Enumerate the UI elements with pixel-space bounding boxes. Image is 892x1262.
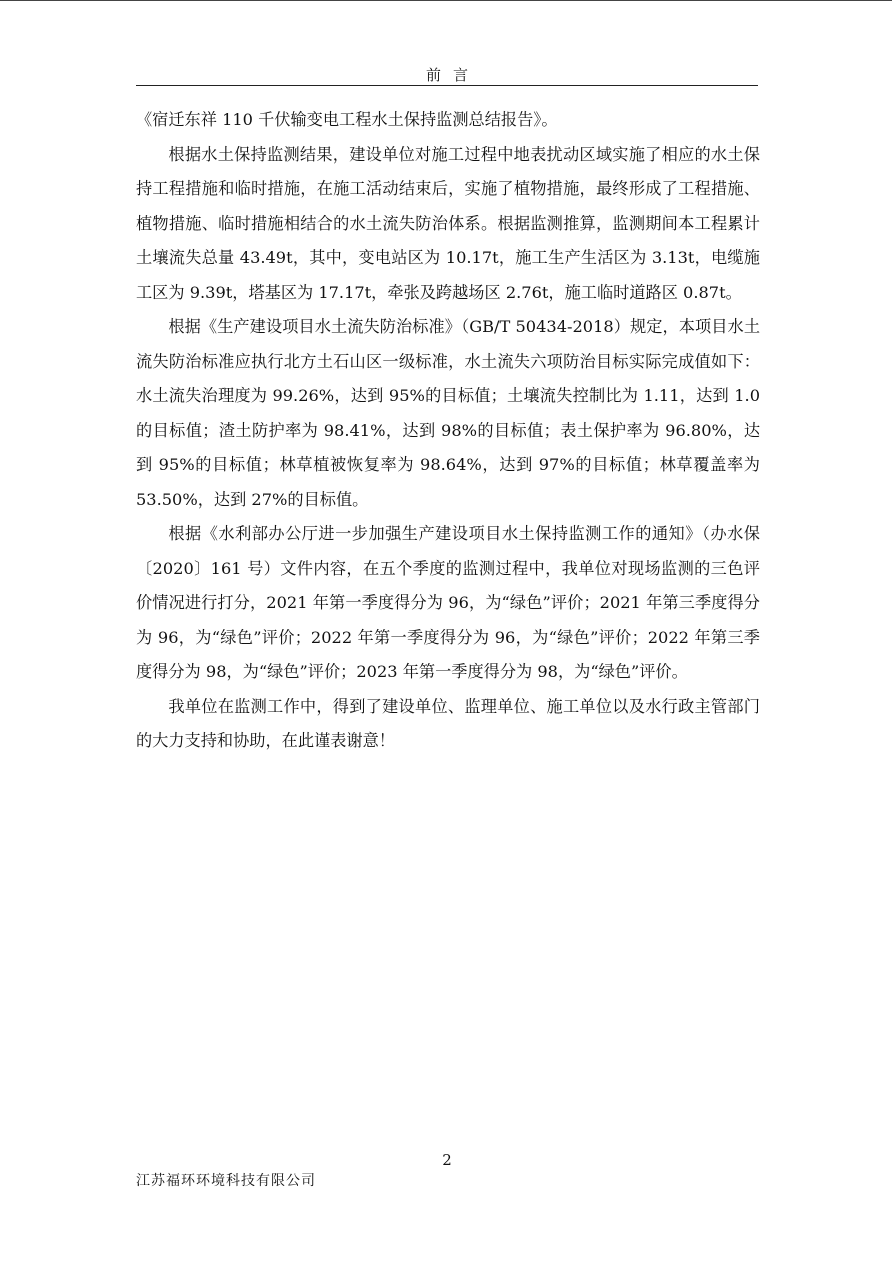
body-text bbox=[136, 103, 760, 759]
page-header-title: 前言 bbox=[425, 66, 480, 84]
paragraph-report-title: 《宿迁东祥 110 千伏输变电工程水土保持监测总结报告》。 bbox=[136, 110, 558, 129]
paragraph-quarterly-evaluation: 根据《水利部办公厅进一步加强生产建设项目水土保持监测工作的通知》（办水保〔2020〕161 号）文件内容，在五个季度的监测过程中，我单位对现场监测的三色评价情况进行打分，2021 年第一季度得分为 96，为“绿色”评价；2021 年第三季度得分为 96，为“绿色”评价；2022 年第一季度得分为 96，为“绿色”评价；2022 年第三季度得分为 98，为“绿色”评价；2023 年第一季度得分为 98，为“绿色”评价。 bbox=[136, 524, 760, 681]
paragraph-prevention-targets: 根据《生产建设项目水土流失防治标准》（GB/T 50434-2018）规定，本项目水土流失防治标准应执行北方土石山区一级标准，水土流失六项防治目标实际完成值如下：水土流失治理度为 99.26%，达到 95%的目标值；土壤流失控制比为 1.11，达到 1.0 的目标值；渣土防护率为 98.41%，达到 98%的目标值；表土保护率为 96.80%，达到 95%的目标值；林草植被恢复率为 98.64%，达到 97%的目标值；林草覆盖率为 53.50%，达到 27%的目标值。 bbox=[136, 317, 760, 509]
page-number: 2 bbox=[442, 1151, 452, 1169]
paragraph-monitoring-results: 根据水土保持监测结果，建设单位对施工过程中地表扰动区域实施了相应的水土保持工程措施和临时措施，在施工活动结束后，实施了植物措施，最终形成了工程措施、植物措施、临时措施相结合的水土流失防治体系。根据监测推算，监测期间本工程累计土壤流失总量 43.49t，其中，变电站区为 10.17t，施工生产生活区为 3.13t，电缆施工区为 9.39t，塔基区为 17.17t，牵张及跨越场区 2.76t，施工临时道路区 0.87t。 bbox=[136, 144, 760, 302]
header-rule bbox=[136, 85, 758, 86]
footer-company-name: 江苏福环环境科技有限公司 bbox=[136, 1173, 316, 1189]
paragraph-acknowledgement: 我单位在监测工作中，得到了建设单位、监理单位、施工单位以及水行政主管部门的大力支持和协助，在此谨表谢意！ bbox=[136, 696, 760, 750]
page-top-edge bbox=[0, 0, 892, 1]
